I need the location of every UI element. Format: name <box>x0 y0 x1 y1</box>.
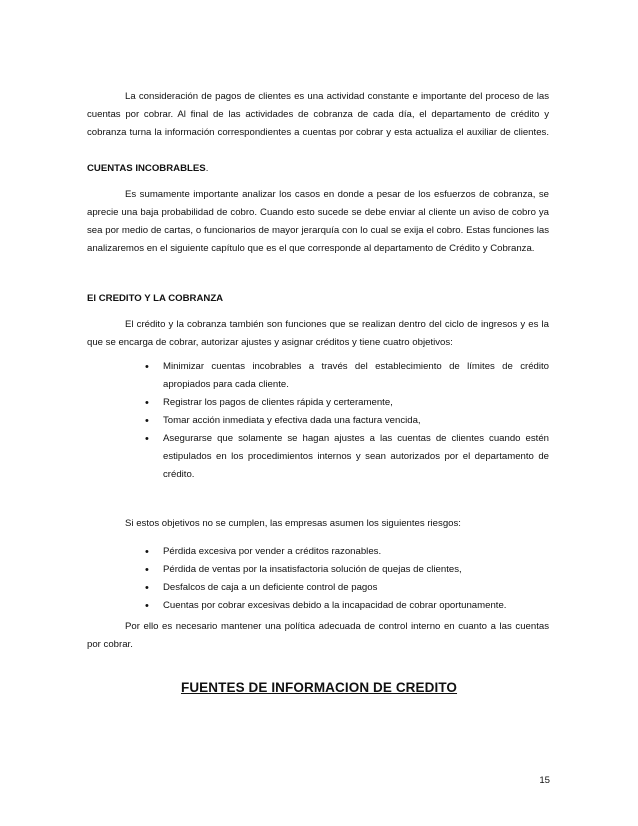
bullet-icon: • <box>145 546 149 558</box>
list-item <box>87 430 549 484</box>
list-item-text: Asegurarse que solamente se hagan ajustes a las cuentas de clientes cuando estén estipulados en los procedimientos internos y sean autorizados por el departamento de crédito. <box>163 433 549 480</box>
paragraph-credito-cobranza <box>87 316 549 352</box>
list-item-text: Cuentas por cobrar excesivas debido a la incapacidad de cobrar oportunamente. <box>163 600 507 611</box>
list-item-text: Tomar acción inmediata y efectiva dada una factura vencida, <box>163 415 421 426</box>
bullet-icon: • <box>145 564 149 576</box>
paragraph-incobrables <box>87 186 549 258</box>
bullet-icon: • <box>145 582 149 594</box>
list-item-text: Pérdida excesiva por vender a créditos razonables. <box>163 546 382 557</box>
bullet-icon: • <box>145 415 149 427</box>
objectives-list <box>87 358 549 484</box>
paragraph-text: Por ello es necesario mantener una política adecuada de control interno en cuanto a las cuentas por cobrar. <box>87 621 549 650</box>
heading-text: El CREDITO Y LA COBRANZA <box>87 293 224 304</box>
list-item-text: Desfalcos de caja a un deficiente control de pagos <box>163 582 378 593</box>
list-item <box>87 543 549 561</box>
list-item <box>87 579 549 597</box>
heading-period: . <box>205 163 209 174</box>
bullet-icon: • <box>145 361 149 373</box>
paragraph-text: Es sumamente importante analizar los casos en donde a pesar de los esfuerzos de cobranza, se aprecie una baja probabilidad de cobro. Cuando esto sucede se debe enviar al cliente un aviso de cobro ya sea por medio de cartas, o funcionarios de mayor jerarquía con lo cual se exija el cobro. Estas funciones las analizaremos en el siguiente capítulo que es el que corresponde al departamento de Crédito y Cobranza. <box>87 189 549 254</box>
bullet-icon: • <box>145 397 149 409</box>
paragraph-text: El crédito y la cobranza también son funciones que se realizan dentro del ciclo de ingresos y es la que se encarga de cobrar, autorizar ajustes y asignar créditos y tiene cuatro objetivos: <box>87 319 549 348</box>
heading-cuentas-incobrables <box>87 160 549 178</box>
list-item <box>87 561 549 579</box>
paragraph-text: La consideración de pagos de clientes es una actividad constante e importante del proceso de las cuentas por cobrar. Al final de las actividades de cobranza de cada día, el departamento de crédito y cobranza turna la información correspondientes a cuentas por cobrar y esta actualiza el auxiliar de clientes. <box>87 91 549 138</box>
risks-list <box>87 543 549 615</box>
bullet-icon: • <box>145 433 149 445</box>
list-item-text: Minimizar cuentas incobrables a través del establecimiento de límites de crédito apropiados para cada cliente. <box>163 361 549 390</box>
heading-credito-cobranza <box>87 290 549 308</box>
paragraph-text: Si estos objetivos no se cumplen, las empresas asumen los siguientes riesgos: <box>125 518 461 529</box>
paragraph-pagos-clientes <box>87 88 549 142</box>
paragraph-riesgos-intro <box>87 515 549 533</box>
list-item-text: Pérdida de ventas por la insatisfactoria solución de quejas de clientes, <box>163 564 462 575</box>
list-item <box>87 597 549 615</box>
list-item <box>87 412 549 430</box>
section-title: FUENTES DE INFORMACION DE CREDITO <box>180 680 458 695</box>
page-number: 15 <box>539 775 550 786</box>
heading-text: CUENTAS INCOBRABLES <box>87 163 206 174</box>
bullet-icon: • <box>145 600 149 612</box>
list-item <box>87 394 549 412</box>
paragraph-control-interno <box>87 618 549 654</box>
list-item <box>87 358 549 394</box>
list-item-text: Registrar los pagos de clientes rápida y certeramente, <box>163 397 393 408</box>
